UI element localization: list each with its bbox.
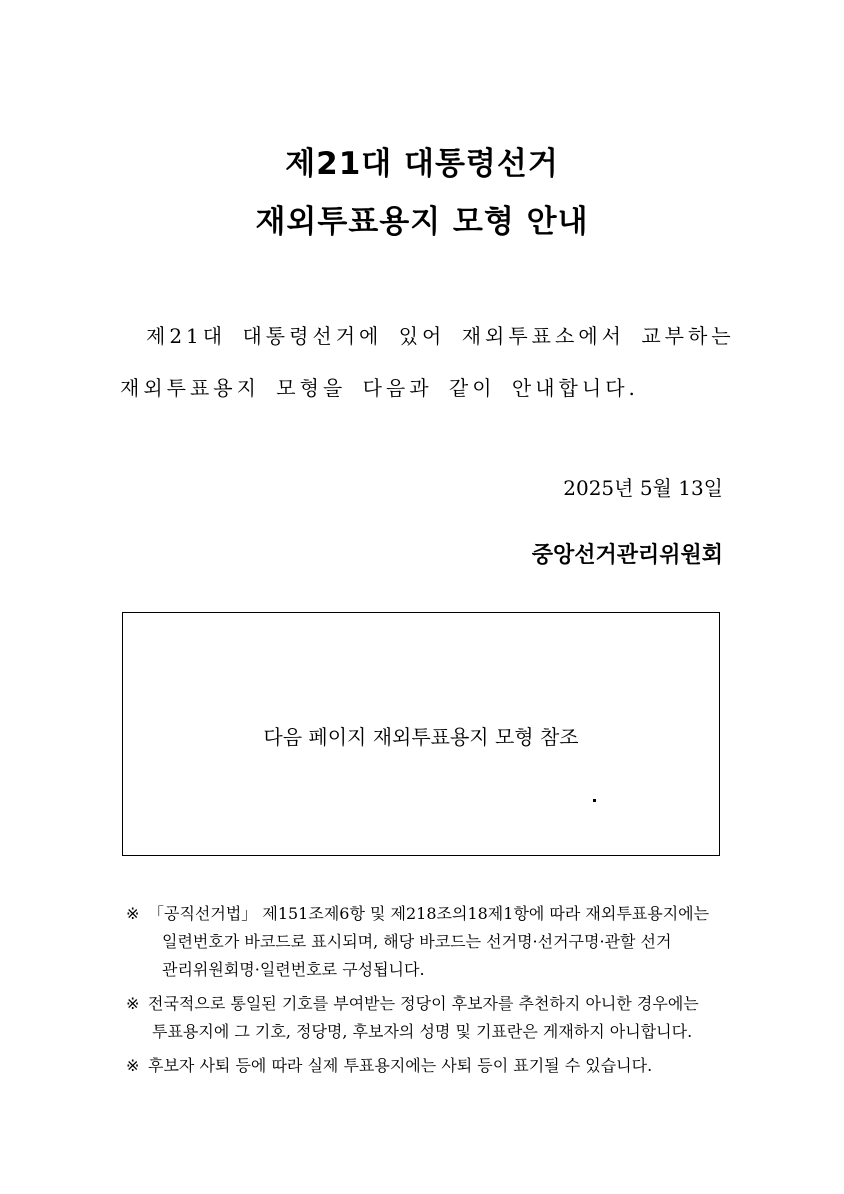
body-paragraph-line-2: 재외투표용지 모형을 다음과 같이 안내합니다. (120, 376, 639, 400)
organization-name: 중앙선거관리위원회 (531, 542, 723, 568)
title-line-2: 재외투표용지 모형 안내 (255, 204, 589, 240)
note-1-line-2: 일련번호가 바코드로 표시되며, 해당 바코드는 선거명·선거구명·관할 선거 (162, 932, 672, 951)
note-3-line-1: 후보자 사퇴 등에 따라 실제 투표용지에는 사퇴 등이 표기될 수 있습니다. (148, 1056, 653, 1075)
note-2-line-1: 전국적으로 통일된 기호를 부여받는 정당이 후보자를 추천하지 아니한 경우에는 (148, 994, 699, 1013)
reference-box-text: 다음 페이지 재외투표용지 모형 참조 (263, 725, 579, 749)
title-line-1: 제21대 대통령선거 (285, 146, 559, 182)
note-2 (126, 990, 699, 1046)
reference-box (122, 612, 720, 856)
reference-box-dot (593, 799, 596, 802)
note-3 (126, 1052, 652, 1080)
body-paragraph-line-1: 제21대 대통령선거에 있어 재외투표소에서 교부하는 (146, 324, 735, 348)
announcement-date: 2025년 5월 13일 (563, 476, 723, 500)
note-mark: ※ (126, 994, 140, 1013)
note-1-line-3: 관리위원회명·일련번호로 구성됩니다. (162, 960, 425, 979)
note-2-line-2: 투표용지에 그 기호, 정당명, 후보자의 성명 및 기표란은 게재하지 아니합니다. (152, 1022, 693, 1041)
note-1 (126, 900, 709, 984)
note-mark: ※ (126, 904, 140, 923)
note-1-line-1: 「공직선거법」 제151조제6항 및 제218조의18제1항에 따라 재외투표용지에는 (148, 904, 710, 923)
note-mark: ※ (126, 1056, 140, 1075)
